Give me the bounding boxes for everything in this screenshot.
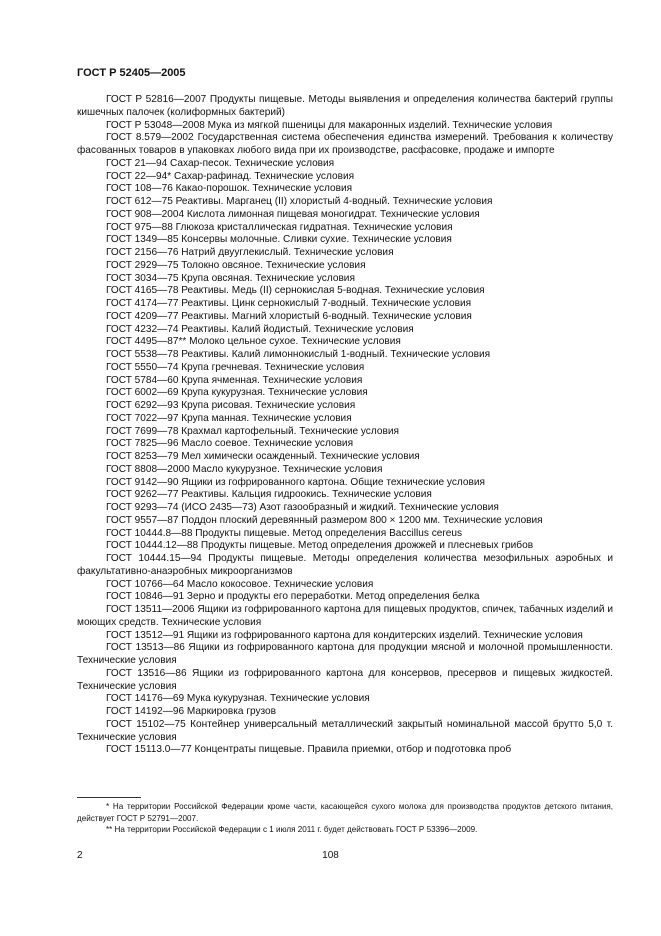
reference-item: ГОСТ 10766—64 Масло кокосовое. Технические условия bbox=[106, 578, 374, 590]
reference-item: ГОСТ 8808—2000 Масло кукурузное. Технические условия bbox=[106, 463, 383, 475]
page-number: 2 bbox=[77, 850, 83, 861]
reference-item: ГОСТ 2156—76 Натрий двууглекислый. Технические условия bbox=[106, 247, 394, 258]
reference-item: ГОСТ 10444.12—88 Продукты пищевые. Метод определения дрожжей и плесневых грибов bbox=[106, 540, 534, 552]
reference-item: ГОСТ 5784—60 Крупа ячменная. Технические условия bbox=[106, 374, 363, 386]
reference-item: ГОСТ 2929—75 Толокно овсяное. Технические условия bbox=[106, 259, 366, 271]
reference-item: ГОСТ 10444.15—94 Продукты пищевые. Методы определения количества мезофильных аэробных и факультативно-анаэробных микроорганизмов bbox=[77, 553, 613, 577]
footnote-list bbox=[77, 801, 613, 836]
reference-item: ГОСТ 6292—93 Крупа рисовая. Технические условия bbox=[106, 400, 356, 411]
reference-item: ГОСТ 5538—78 Реактивы. Калий лимоннокислый 1-водный. Технические условия bbox=[106, 349, 491, 360]
reference-item: ГОСТ 13511—2006 Ящики из гофрированного картона для пищевых продуктов, спичек, табачных изделий и моющих средств. Технические условия bbox=[77, 604, 613, 628]
footnote-divider bbox=[77, 797, 141, 798]
reference-item: ГОСТ 9262—77 Реактивы. Кальция гидроокись. Технические условия bbox=[106, 489, 432, 501]
reference-item: ГОСТ 22—94* Сахар-рафинад. Технические условия bbox=[106, 170, 355, 182]
reference-item: ГОСТ 15102—75 Контейнер универсальный металлический закрытый номинальной массой брутто 5,0 т. Технические условия bbox=[77, 718, 613, 743]
reference-item: ГОСТ Р 52816—2007 Продукты пищевые. Методы выявления и определения количества бактерий группы кишечных палочек (колиформных бактерий) bbox=[77, 94, 613, 118]
reference-item: ГОСТ 7825—96 Масло соевое. Технические условия bbox=[106, 438, 354, 450]
reference-item: ГОСТ 9557—87 Поддон плоский деревянный размером 800 × 1200 мм. Технические условия bbox=[106, 514, 543, 526]
reference-item: ГОСТ 14192—96 Маркировка грузов bbox=[106, 706, 277, 717]
reference-item: ГОСТ 7022—97 Крупа манная. Технические условия bbox=[106, 412, 352, 424]
reference-item: ГОСТ 108—76 Какао-порошок. Технические условия bbox=[106, 183, 353, 195]
reference-item: ГОСТ 7699—78 Крахмал картофельный. Технические условия bbox=[106, 425, 399, 437]
reference-item: ГОСТ 4495—87** Молоко цельное сухое. Технические условия bbox=[106, 336, 401, 348]
reference-item: ГОСТ 15113.0—77 Концентраты пищевые. Правила приемки, отбор и подготовка проб bbox=[106, 744, 512, 756]
reference-item: ГОСТ 21—94 Сахар-песок. Технические условия bbox=[106, 157, 335, 169]
reference-item: ГОСТ 13516—86 Ящики из гофрированного картона для консервов, пресервов и пищевых жидкостей. Технические условия bbox=[77, 667, 613, 692]
reference-item: ГОСТ 9142—90 Ящики из гофрированного картона. Общие технические условия bbox=[106, 476, 485, 488]
reference-item: ГОСТ 5550—74 Крупа гречневая. Технические условия bbox=[106, 361, 365, 373]
footnote-item: * На территории Российской Федерации кроме части, касающейся сухого молока для производства продуктов детского питания, действует ГОСТ Р 52791—2007. bbox=[77, 802, 613, 823]
footnote-item: ** На территории Российской Федерации с 1 июля 2011 г. будет действовать ГОСТ Р 53396—2009. bbox=[106, 825, 478, 834]
reference-item: ГОСТ 1349—85 Консервы молочные. Сливки сухие. Технические условия bbox=[106, 234, 452, 246]
reference-item: ГОСТ 4174—77 Реактивы. Цинк сернокислый 7-водный. Технические условия bbox=[106, 298, 472, 309]
reference-item: ГОСТ 9293—74 (ИСО 2435—73) Азот газообразный и жидкий. Технические условия bbox=[106, 502, 499, 513]
reference-item: ГОСТ 975—88 Глюкоза кристаллическая гидратная. Технические условия bbox=[106, 221, 453, 233]
reference-item: ГОСТ 14176—69 Мука кукурузная. Технические условия bbox=[106, 693, 370, 705]
reference-item: ГОСТ 8.579—2002 Государственная система обеспечения единства измерений. Требования к количеству фасованных товаров в упаковках любого вида при их производстве, расфасовке, продаже и импорте bbox=[77, 132, 613, 156]
reference-item: ГОСТ 3034—75 Крупа овсяная. Технические условия bbox=[106, 272, 355, 284]
reference-item: ГОСТ 612—75 Реактивы. Марганец (II) хлористый 4-водный. Технические условия bbox=[106, 196, 493, 207]
reference-item: ГОСТ 4165—78 Реактивы. Медь (II) сернокислая 5-водная. Технические условия bbox=[106, 285, 485, 297]
reference-item: ГОСТ 13512—91 Ящики из гофрированного картона для кондитерских изделий. Технические условия bbox=[106, 629, 583, 641]
reference-item: ГОСТ 8253—79 Мел химически осажденный. Технические условия bbox=[106, 451, 420, 462]
reference-item: ГОСТ 13513—86 Ящики из гофрированного картона для продукции мясной и молочной промышленности. Технические условия bbox=[77, 642, 613, 666]
reference-item: ГОСТ 10846—91 Зерно и продукты его переработки. Метод определения белка bbox=[106, 591, 480, 603]
reference-item: ГОСТ 6002—69 Крупа кукурузная. Технические условия bbox=[106, 387, 368, 399]
sheet-number: 108 bbox=[322, 850, 339, 861]
reference-list bbox=[77, 94, 613, 757]
reference-item: ГОСТ 4232—74 Реактивы. Калий йодистый. Технические условия bbox=[106, 323, 414, 335]
reference-item: ГОСТ Р 53048—2008 Мука из мягкой пшеницы для макаронных изделий. Технические условия bbox=[106, 119, 553, 131]
page-header: ГОСТ Р 52405—2005 bbox=[77, 67, 186, 79]
reference-item: ГОСТ 908—2004 Кислота лимонная пищевая моногидрат. Технические условия bbox=[106, 208, 480, 220]
reference-item: ГОСТ 10444.8—88 Продукты пищевые. Метод определения Baccillus cereus bbox=[106, 527, 463, 539]
reference-item: ГОСТ 4209—77 Реактивы. Магний хлористый 6-водный. Технические условия bbox=[106, 310, 472, 322]
